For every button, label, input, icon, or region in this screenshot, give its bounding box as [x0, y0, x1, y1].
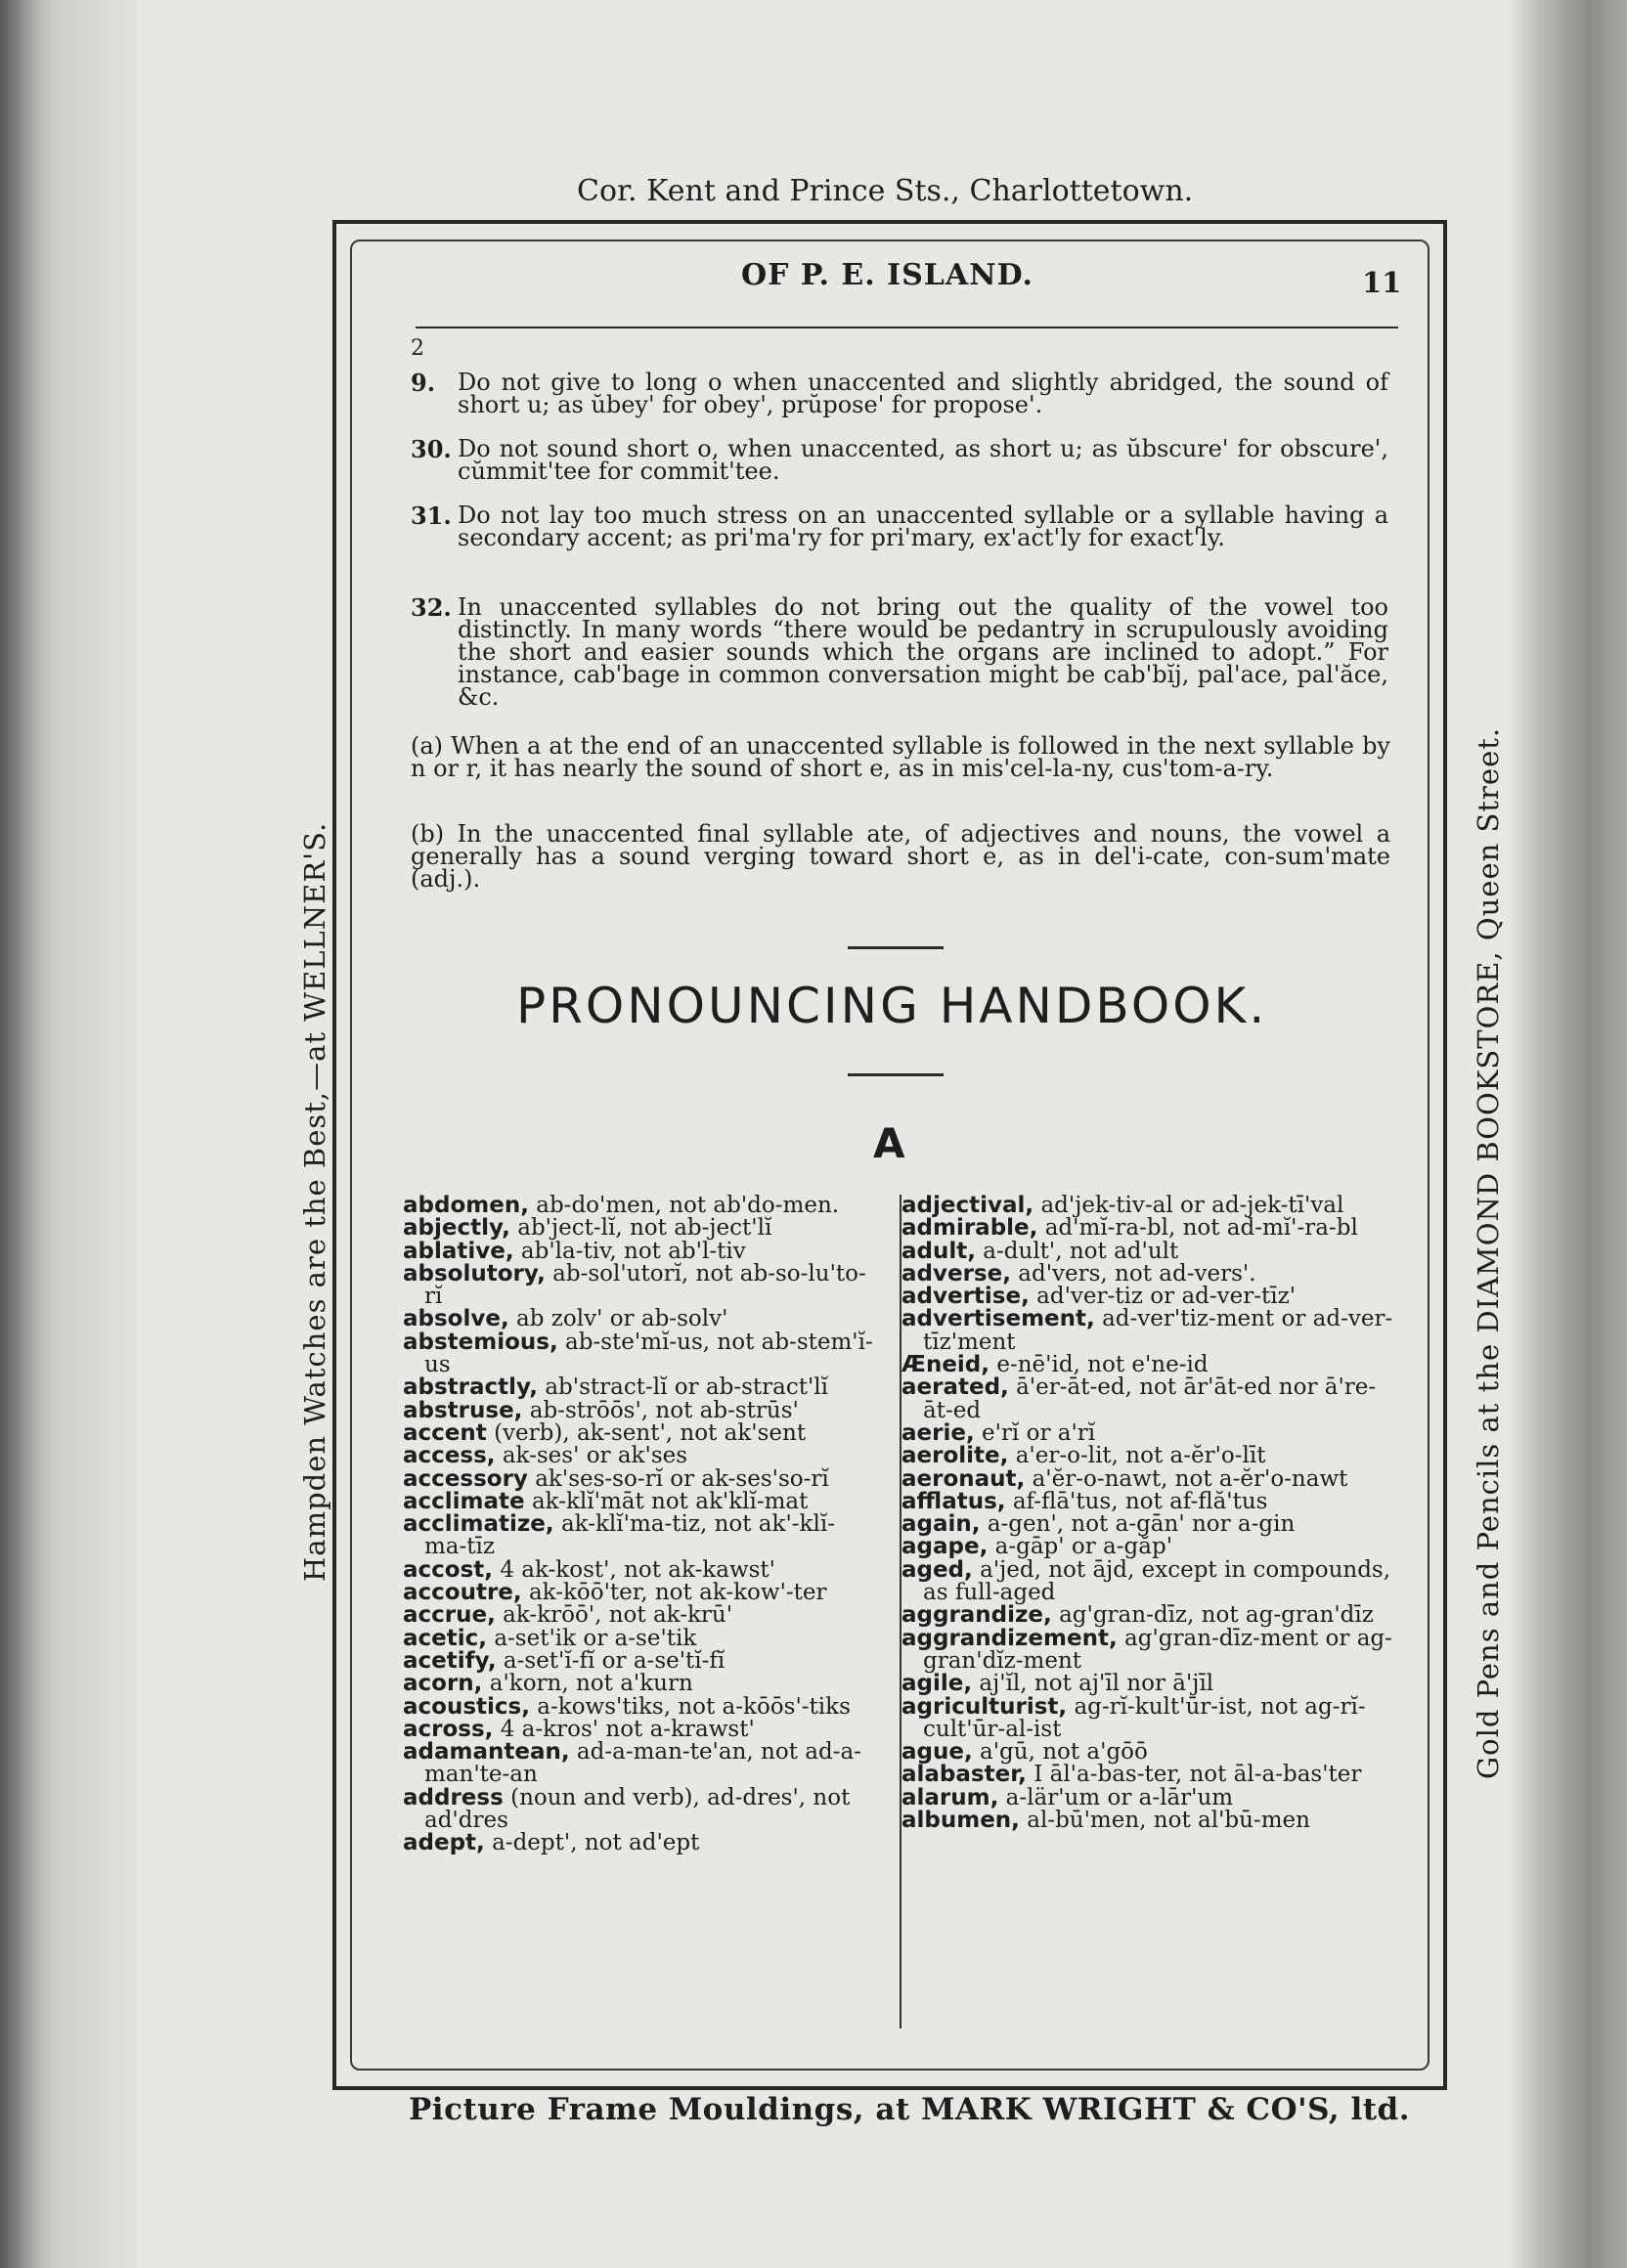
dictionary-entry: [901, 1195, 1395, 1217]
dictionary-entry: [901, 1604, 1395, 1627]
entry-pronunciation: af-flā'tus, not af-flă'tus: [1012, 1488, 1268, 1514]
dictionary-entry: [403, 1556, 877, 1583]
entry-pronunciation: ag-rĭ-kult'ūr-ist, not ag-rĭ-cult'ūr-al-ist: [923, 1693, 1366, 1742]
dictionary-entry: [403, 1217, 877, 1240]
dictionary-entry: [901, 1286, 1395, 1308]
dictionary-entry: [403, 1741, 877, 1787]
ornament-rule-bottom: [848, 1073, 944, 1076]
entry-pronunciation: ad'vers, not ad-vers'.: [1018, 1260, 1256, 1287]
entry-headword: albumen,: [901, 1808, 1020, 1834]
entry-pronunciation: a-set'ik or a-se'tik: [494, 1625, 697, 1651]
dictionary-entry: [403, 1238, 877, 1264]
header-rule: [416, 327, 1398, 328]
entry-pronunciation: (verb), ak-sent', not ak'sent: [494, 1419, 807, 1446]
entry-headword: advertise,: [901, 1284, 1030, 1310]
dictionary-entry: [403, 1693, 877, 1720]
dictionary-entry: [403, 1604, 877, 1627]
entry-headword: agile,: [901, 1671, 973, 1697]
rule-number: 32.: [411, 593, 452, 622]
entry-headword: adverse,: [901, 1260, 1011, 1287]
dictionary-entry: [403, 1445, 877, 1467]
dictionary-entry: [403, 1513, 877, 1559]
entry-headword: abjectly,: [403, 1215, 510, 1242]
entry-headword: aged,: [901, 1556, 973, 1583]
entry-pronunciation: a'jed, not ājd, except in compounds, as full-aged: [923, 1556, 1391, 1606]
dictionary-entry: [901, 1764, 1395, 1786]
entry-pronunciation: ā'er-āt-ed, not ār'āt-ed nor ā're-āt-ed: [923, 1374, 1377, 1423]
entry-pronunciation: a-set'ĭ-fĭ or a-se'tĭ-fĭ: [503, 1647, 726, 1674]
rule-item: [411, 504, 1388, 549]
entry-headword: aerated,: [901, 1374, 1009, 1401]
entry-pronunciation: ad-ver'tiz-ment or ad-ver-tīz'ment: [923, 1306, 1393, 1355]
entry-pronunciation: e'rĭ or a'rĭ: [982, 1419, 1096, 1446]
dictionary-entry: [403, 1488, 877, 1514]
dictionary-entry: [901, 1465, 1395, 1492]
entry-headword: accessory: [403, 1465, 528, 1492]
entry-pronunciation: (noun and verb), ad-dres', not ad'dres: [424, 1784, 851, 1834]
entry-headword: absolutory,: [403, 1260, 546, 1287]
dictionary-entry: [403, 1465, 877, 1492]
entry-headword: abdomen,: [403, 1193, 529, 1218]
entry-headword: adjectival,: [901, 1193, 1034, 1218]
dictionary-entry: [403, 1397, 877, 1423]
top-advertisement: Cor. Kent and Prince Sts., Charlottetown.: [577, 174, 1194, 208]
entry-headword: agriculturist,: [901, 1693, 1068, 1720]
entry-pronunciation: a'korn, not a'kurn: [489, 1671, 693, 1697]
entry-headword: accost,: [403, 1556, 494, 1583]
entry-pronunciation: a-dept', not ad'ept: [492, 1830, 700, 1856]
note-a: (a) When a at the end of an unaccented syllable is followed in the next syllable by n or r, it has nearly the sound of short e, as in mis'cel-la-ny, cus'tom-a-ry.: [411, 732, 1390, 782]
dictionary-entry: [403, 1784, 877, 1834]
bottom-advertisement: Picture Frame Mouldings, at MARK WRIGHT & CO'S, ltd.: [409, 2092, 1411, 2127]
entry-headword: Æneid,: [901, 1352, 990, 1378]
entry-pronunciation: ab-do'men, not ab'do-men.: [536, 1193, 840, 1218]
entry-headword: acetic,: [403, 1625, 488, 1651]
entry-pronunciation: a'er-o-lit, not a-ĕr'o-līt: [1015, 1443, 1266, 1469]
dictionary-entry: [403, 1582, 877, 1604]
entry-headword: aerie,: [901, 1419, 975, 1446]
entry-pronunciation: ab zolv' or ab-solv': [516, 1306, 728, 1332]
dictionary-entry: [901, 1693, 1395, 1742]
entry-headword: again,: [901, 1511, 981, 1538]
section-title: PRONOUNCING HANDBOOK.: [516, 978, 1268, 1034]
entry-headword: acorn,: [403, 1671, 483, 1697]
entry-headword: ague,: [901, 1739, 973, 1766]
note-b: (b) In the unaccented final syllable ate, of adjectives and nouns, the vowel a generally has a sound verging toward short e, as in del'i-cate, con-sum'mate (adj.).: [411, 820, 1390, 893]
dictionary-entry: [403, 1260, 877, 1310]
entry-headword: abstruse,: [403, 1397, 523, 1423]
entry-headword: address: [403, 1784, 504, 1810]
entry-headword: aerolite,: [901, 1443, 1009, 1469]
entries-left-column: [403, 1195, 877, 1855]
rule-text: Do not give to long o when unaccented and slightly abridged, the sound of short u; as ŭbey' for obey', prŭpose' for propose'.: [458, 369, 1388, 418]
entry-pronunciation: aj'ĭl, not aj'īl nor ā'jīl: [979, 1671, 1214, 1697]
dictionary-entry: [901, 1376, 1395, 1422]
entry-headword: aeronaut,: [901, 1465, 1026, 1492]
running-head: OF P. E. ISLAND.: [741, 258, 1033, 292]
rule-item: [411, 435, 1388, 485]
entry-headword: acclimate: [403, 1488, 525, 1514]
entry-pronunciation: I āl'a-bas-ter, not āl-a-bas'ter: [1033, 1762, 1362, 1788]
dictionary-entry: [901, 1308, 1395, 1354]
dictionary-entry: [901, 1260, 1395, 1287]
dictionary-entry: [901, 1810, 1395, 1832]
rule-text: Do not lay too much stress on an unaccented syllable or a syllable having a secondary accent; as pri'ma'ry for pri'mary, ex'act'ly for exact'ly.: [458, 502, 1388, 551]
entry-pronunciation: a-gāp' or a-găp': [994, 1534, 1173, 1560]
entry-pronunciation: ak-krōō', not ak-krū': [503, 1602, 733, 1629]
dictionary-entry: [901, 1625, 1395, 1674]
rule-number: 30.: [411, 435, 452, 463]
entry-pronunciation: ad'jek-tiv-al or ad-jek-tī'val: [1040, 1193, 1344, 1218]
rule-text: In unaccented syllables do not bring out the quality of the vowel too distinctly. In many words “there would be pedantry in scrupulously avoiding the short and easier sounds which the organs are inclined to adopt.” For instance, cab'bage in common conversation might be cab'bĭj, pal'ace, pal'ăce, &c.: [458, 593, 1388, 711]
entry-pronunciation: ab-ste'mĭ-us, not ab-stem'ĭ-us: [424, 1329, 873, 1378]
dictionary-entry: [403, 1625, 877, 1651]
entry-headword: acetify,: [403, 1647, 497, 1674]
entry-headword: acoustics,: [403, 1693, 530, 1720]
entry-pronunciation: e-nē'id, not e'ne-id: [996, 1352, 1209, 1378]
dictionary-entry: [403, 1195, 877, 1217]
dictionary-entry: [901, 1741, 1395, 1764]
entry-headword: alabaster,: [901, 1762, 1027, 1788]
dictionary-entry: [901, 1354, 1395, 1376]
entry-headword: ablative,: [403, 1238, 514, 1264]
entry-headword: across,: [403, 1716, 494, 1742]
entry-pronunciation: ab'la-tiv, not ab'l-tiv: [520, 1238, 746, 1264]
entry-pronunciation: ad'mĭ-ra-bl, not ad-mĭ'-ra-bl: [1044, 1215, 1358, 1242]
dictionary-entry: [403, 1647, 877, 1674]
entry-headword: adept,: [403, 1830, 485, 1856]
dictionary-entry: [403, 1832, 877, 1854]
dictionary-entry: [403, 1331, 877, 1377]
entry-headword: accoutre,: [403, 1580, 522, 1606]
dictionary-entry: [901, 1536, 1395, 1558]
entry-pronunciation: al-bū'men, not al'bū-men: [1027, 1808, 1310, 1834]
ornament-rule-top: [848, 946, 944, 949]
dictionary-entry: [403, 1376, 877, 1399]
entry-pronunciation: 4 ak-kost', not ak-kawst': [500, 1556, 775, 1583]
entries-right-column: [901, 1195, 1395, 1832]
entry-pronunciation: a-kows'tiks, not a-kōōs'-tiks: [537, 1693, 851, 1720]
entry-pronunciation: ak'ses-so-rĭ or ak-ses'so-rĭ: [535, 1465, 829, 1492]
entry-pronunciation: a-gen', not a-gān' nor a-gin: [987, 1511, 1296, 1538]
entry-headword: aggrandize,: [901, 1602, 1052, 1629]
entry-pronunciation: ag'gran-dīz-ment or ag-gran'dĭz-ment: [923, 1625, 1392, 1674]
dictionary-entry: [901, 1445, 1395, 1467]
stray-mark: 2: [411, 336, 424, 361]
left-side-advertisement: Hampden Watches are the Best,—at WELLNER'S.: [298, 821, 331, 1582]
rule-number: 31.: [411, 502, 452, 530]
dictionary-entry: [403, 1716, 877, 1742]
entry-headword: alarum,: [901, 1784, 999, 1810]
entry-pronunciation: ak-klĭ'ma-tiz, not ak'-klĭ-ma-tīz: [424, 1511, 835, 1560]
entry-pronunciation: a'gū, not a'gōō: [980, 1739, 1148, 1766]
entry-pronunciation: ak-kōō'ter, not ak-kow'-ter: [528, 1580, 827, 1606]
page-edge-right: [1510, 0, 1627, 2268]
entry-headword: advertisement,: [901, 1306, 1095, 1332]
entry-headword: accrue,: [403, 1602, 496, 1629]
dictionary-entry: [403, 1308, 877, 1330]
page-number: 11: [1362, 266, 1402, 299]
entry-pronunciation: a-dult', not ad'ult: [983, 1238, 1179, 1264]
entry-headword: abstractly,: [403, 1374, 538, 1401]
entry-headword: agape,: [901, 1534, 989, 1560]
entry-headword: afflatus,: [901, 1488, 1006, 1514]
entry-pronunciation: a'ĕr-o-nawt, not a-ĕr'o-nawt: [1032, 1465, 1348, 1492]
entry-headword: absolve,: [403, 1306, 509, 1332]
book-spine-left: [0, 0, 147, 2268]
entry-headword: admirable,: [901, 1215, 1038, 1242]
rule-number: 9.: [411, 369, 436, 397]
entry-headword: adamantean,: [403, 1739, 570, 1766]
entry-headword: access,: [403, 1443, 496, 1469]
section-letter: A: [873, 1119, 905, 1167]
rule-text: Do not sound short o, when unaccented, as short u; as ŭbscure' for obscure', cŭmmit'tee for commit'tee.: [458, 435, 1388, 485]
dictionary-entry: [403, 1419, 877, 1446]
entry-pronunciation: ad-a-man-te'an, not ad-a-man'te-an: [424, 1739, 861, 1788]
entry-pronunciation: 4 a-kros' not a-krawst': [500, 1716, 755, 1742]
dictionary-entry: [901, 1419, 1395, 1446]
entry-pronunciation: ab-strōōs', not ab-strūs': [529, 1397, 799, 1423]
entry-headword: abstemious,: [403, 1329, 558, 1355]
entry-headword: aggrandizement,: [901, 1625, 1118, 1651]
entry-pronunciation: ak-ses' or ak'ses: [502, 1443, 688, 1469]
dictionary-entry: [901, 1217, 1395, 1240]
entry-pronunciation: ab-sol'utorĭ, not ab-so-lu'to-rĭ: [424, 1260, 866, 1310]
dictionary-entry: [403, 1673, 877, 1695]
entry-pronunciation: ab'stract-lĭ or ab-stract'lĭ: [545, 1374, 829, 1401]
dictionary-entry: [901, 1673, 1395, 1695]
entry-pronunciation: a-lär'um or a-lār'um: [1005, 1784, 1234, 1810]
dictionary-entry: [901, 1238, 1395, 1264]
entry-pronunciation: ak-klĭ'māt not ak'klĭ-mat: [531, 1488, 809, 1514]
entry-headword: adult,: [901, 1238, 976, 1264]
entry-headword: accent: [403, 1419, 487, 1446]
right-side-advertisement: Gold Pens and Pencils at the DIAMOND BOOKSTORE, Queen Street.: [1472, 726, 1505, 1779]
entry-pronunciation: ag'gran-dīz, not ag-gran'dīz: [1059, 1602, 1374, 1629]
rule-item: [411, 371, 1388, 416]
entry-pronunciation: ab'ject-lĭ, not ab-ject'lĭ: [517, 1215, 772, 1242]
dictionary-entry: [901, 1784, 1395, 1810]
dictionary-entry: [901, 1556, 1395, 1606]
rule-item: [411, 593, 1388, 711]
entry-headword: acclimatize,: [403, 1511, 554, 1538]
dictionary-entry: [901, 1513, 1395, 1536]
entry-pronunciation: ad'ver-tiz or ad-ver-tīz': [1036, 1284, 1297, 1310]
dictionary-entry: [901, 1488, 1395, 1514]
